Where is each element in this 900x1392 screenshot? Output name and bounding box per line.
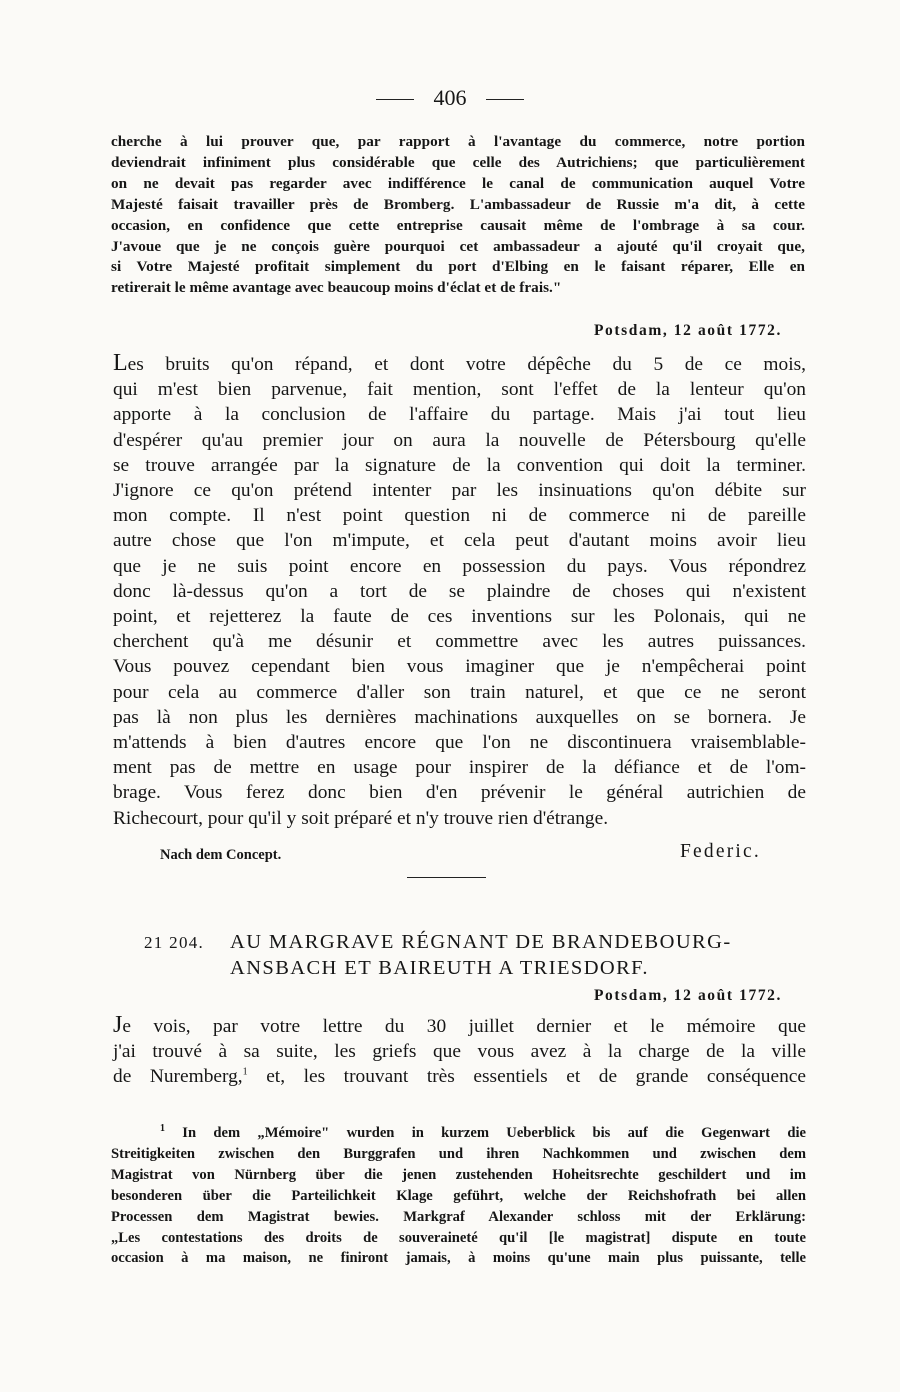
footnote-line: Magistrat von Nürnberg über die jenen zustehenden Hoheitsrechte geschildert und im <box>111 1166 806 1183</box>
body-line: se trouve arrangée par la signature de la convention qui doit la terminer. <box>113 454 806 476</box>
body-line: qui m'est bien parvenue, fait mention, sont l'effet de la lenteur qu'on <box>113 379 806 401</box>
body-line: Vous pouvez cependant bien vous imaginer que je n'empêcherai point <box>113 656 806 678</box>
footnote-line <box>111 1123 806 1144</box>
body-line: pour cela au commerce d'aller son train naturel, et que ce ne seront <box>113 681 806 703</box>
body-line: autre chose que l'on m'impute, et cela peut d'autant moins avoir lieu <box>113 530 806 552</box>
report-line: si Votre Majesté profitait simplement du port d'Elbing en le faisant réparer, Elle en <box>111 258 805 276</box>
body-line: Richecourt, pour qu'il y soit préparé et n'y trouve rien d'étrange. <box>113 807 609 829</box>
page-header <box>0 84 900 112</box>
header-rule-right <box>486 99 524 100</box>
signature: Federic. <box>680 841 761 862</box>
body-line: que je ne suis point encore en possession du pays. Vous répondrez <box>113 555 806 577</box>
footnote-text: In dem „Mémoire" wurden in kurzem Ueberblick bis auf die Gegenwart die <box>182 1125 806 1141</box>
body-line: brage. Vous ferez donc bien d'en prévenir le général autrichien de <box>113 782 806 804</box>
body-line: m'attends à bien d'autres encore que l'on ne discontinuera vraisemblable- <box>113 732 806 754</box>
footnote-reference: 1 <box>242 1066 248 1078</box>
report-line: on ne devait pas regarder avec indifférence le canal de communication auquel Votre <box>111 174 805 192</box>
report-line: cherche à lui prouver que, par rapport à l'avantage du commerce, notre portion <box>111 133 805 150</box>
body-line: cherchent qu'à me désunir et commettre avec les autres puissances. <box>113 631 806 653</box>
body-line: point, et rejetterez la faute de ces inventions sur les Polonais, qui ne <box>113 606 806 628</box>
header-rule-left <box>376 99 414 100</box>
footnote-line: Processen dem Magistrat bewies. Markgraf Alexander schloss mit der Erklärung: <box>111 1208 806 1225</box>
body-line <box>113 1064 806 1089</box>
report-line: Majesté faisait travailler près de Bromberg. L'ambassadeur de Russie m'a dit, à cette <box>111 195 805 213</box>
footnote <box>111 1123 806 1269</box>
footnote-line: „Les contestations des droits de souveraineté qu'il [le magistrat] dispute en toute <box>111 1229 806 1246</box>
continued-report <box>111 132 805 299</box>
body-line: mon compte. Il n'est point question ni de commerce ni de pareille <box>113 505 806 527</box>
body-line: ment pas de mettre en usage pour inspirer de la défiance et de l'om- <box>113 757 806 779</box>
body-line: Les bruits qu'on répand, et dont votre dépêche du 5 de ce mois, <box>113 350 806 376</box>
body-line: apporte à la conclusion de l'affaire du partage. Mais j'ai tout lieu <box>113 404 806 426</box>
report-line: occasion, en confidence que cette entreprise causait même de l'ombrage à sa cour. <box>111 216 805 234</box>
footnote-marker: 1 <box>160 1123 165 1135</box>
body-text: de Nuremberg, <box>113 1066 243 1088</box>
letter-2-heading-line-1: AU MARGRAVE RÉGNANT DE BRANDEBOURG- <box>230 931 732 953</box>
body-line: Je vois, par votre lettre du 30 juillet dernier et le mémoire que <box>113 1012 806 1038</box>
source-note: Nach dem Concept. <box>160 847 282 863</box>
letter-2-heading-line-2: ANSBACH ET BAIREUTH A TRIESDORF. <box>230 957 649 979</box>
body-line: pas là non plus les dernières machinations auxquelles on se bornera. Je <box>113 706 806 728</box>
body-line: donc là-dessus qu'on a tort de se plaindre de choses qui n'existent <box>113 580 806 602</box>
footnote-line: Streitigkeiten zwischen den Burggrafen und ihren Nachkommen und zwischen dem <box>111 1145 806 1162</box>
footnote-line: besonderen über die Parteilichkeit Klage geführt, welche der Reichshofrath bei allen <box>111 1187 806 1204</box>
report-line: retirerait le même avantage avec beaucoup moins d'éclat et de frais." <box>111 279 562 297</box>
footnote-line: occasion à ma maison, ne finiront jamais, à moins qu'une main plus puissante, telle <box>111 1250 806 1267</box>
letter-1-body <box>113 351 806 831</box>
body-text: et, les trouvant très essentiels et de grande conséquence <box>247 1066 806 1088</box>
page-number: 406 <box>433 85 467 110</box>
letter-2-body <box>113 1013 806 1090</box>
report-line: deviendrait infiniment plus considérable que celle des Autrichiens; que particulièrement <box>111 153 805 171</box>
section-divider <box>407 877 486 878</box>
letter-1-dateline: Potsdam, 12 août 1772. <box>593 322 782 339</box>
body-line: d'espérer qu'au premier jour on aura la nouvelle de Pétersbourg qu'elle <box>113 429 806 451</box>
letter-number: 21 204. <box>144 933 205 952</box>
body-line: j'ai trouvé à sa suite, les griefs que vous avez à la charge de la ville <box>113 1041 806 1063</box>
body-line: J'ignore ce qu'on prétend intenter par les insinuations qu'on débite sur <box>113 480 806 502</box>
letter-2-dateline: Potsdam, 12 août 1772. <box>593 987 782 1004</box>
report-line: J'avoue que je ne conçois guère pourquoi cet ambassadeur a ajouté qu'il croyait que, <box>111 237 805 255</box>
